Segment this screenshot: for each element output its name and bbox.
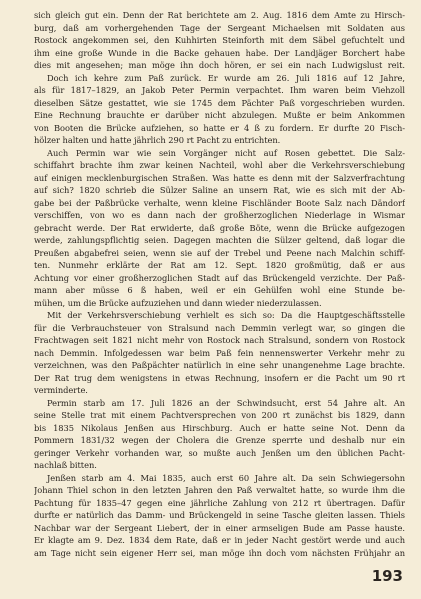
text-line: werde, zahlungspflichtig seien. Dagegen machten die Sülzer geltend, daß logar die [34,235,405,245]
text-line: burg, daß am vorhergehenden Tage der Sergeant Michaelsen mit Soldaten aus [34,22,405,33]
text-line: Rostock angekommen sei, den Kuhhirten Steinforth mit dem Säbel gefuchtelt und [34,35,405,45]
text-line: seine Stelle trat mit einem Pachtversprechen von 200 rt zunächst bis 1829, dann [34,410,405,420]
text-line: Preußen abgabefrei seien, wenn sie auf der Trebel und Peene nach Malchin schiff- [34,247,405,258]
text-line: hölzer halten und hatte jährlich 290 rt Pacht zu entrichten. [34,135,281,145]
text-line: mühen, um die Brücke aufzuziehen und dann wieder niederzulassen. [34,297,322,308]
text-line: bis 1835 Nikolaus Jenßen aus Hirschburg. Auch er hatte seine Not. Denn da [34,422,405,433]
text-line: auf einigen mecklenburgischen Straßen. Was hatte es denn mit der Salzverfrachtung [34,172,405,183]
text-line: verschiffen, von wo es dann nach der großherzoglichen Niederlage in Wismar [34,210,405,220]
text-line: verzeichnen, was den Paßpächter natürlich in eine sehr unangenehme Lage brachte. [34,360,405,370]
text-line: Achtung vor einer großherzoglichen Stadt auf das Brückengeld verzichte. Der Paß- [34,272,405,283]
text-line: Nachbar war der Sergeant Liebert, der in einer armseligen Bude am Passe hauste. [34,522,405,533]
text-line: gabe bei der Paßbrücke verhalte, wenn kleine Fischländer Boote Salz nach Dändorf [34,197,405,208]
text-line: ihm eine große Wunde in die Backe gehauen habe. Der Landjäger Borchert habe [34,47,405,58]
text-line: sich gleich gut ein. Denn der Rat berichtete am 2. Aug. 1816 dem Amte zu Hirsch- [34,10,405,20]
text-line: als für 1817–1829, an Jakob Peter Permin verpachtet. Ihm waren beim Viehzoll [34,85,405,95]
text-line: Pommern 1831/32 wegen der Cholera die Grenze sperrte und deshalb nur ein [34,435,405,445]
text-line: gebracht werde. Der Rat erwiderte, daß große Böte, wenn die Brücke aufgezogen [34,222,405,233]
text-line: dieselben Sätze gestattet, wie sie 1745 dem Pächter Paß vorgeschrieben wurden. [34,97,405,108]
text-line: geringer Verkehr vorhanden war, so mußte auch Jenßen um den üblichen Pacht- [34,447,405,458]
text-line: Auch Permin war wie sein Vorgänger nicht auf Rosen gebettet. Die Salz- [47,147,405,158]
text-line: dies mit angesehen; man möge ihn doch hören, er sei ein nach Ludwigslust reit. [34,60,405,70]
text-line: Permin starb am 17. Juli 1826 an der Schwindsucht, erst 54 Jahre alt. An [47,397,405,408]
text-line: nach Demmin. Infolgedessen war beim Paß fein nennenswerter Verkehr mehr zu [34,347,405,358]
text-line: mann aber müsse 6 ß haben, weil er ein Gehülfen wohl eine Stunde be- [34,285,405,295]
text-line: Eine Rechnung brauchte er darüber nicht abzulegen. Mußte er beim Ankommen [34,110,405,120]
text-line: von Booten die Brücke aufziehen, so hatte er 4 ß zu fordern. Er durfte 20 Fisch- [34,122,405,133]
body-text [34,9,405,559]
text-line: Pachtung für 1835–47 gegen eine jährliche Zahlung von 212 rt übertragen. Dafür [34,497,405,508]
text-line: Er klagte am 9. Dez. 1834 dem Rate, daß er in jeder Nacht gestört werde und auch [34,535,405,545]
text-line: Der Rat trug dem wenigstens in etwas Rechnung, insofern er die Pacht um 90 rt [34,372,405,383]
text-line: verminderte. [34,385,88,395]
page-number: 193 [371,567,403,585]
text-line: für die Verbrauchsteuer von Stralsund nach Demmin verlegt war, so gingen die [34,322,405,333]
text-line: Frachtwagen seit 1821 nicht mehr von Rostock nach Stralsund, sondern von Rostock [34,335,405,345]
text-line: Jenßen starb am 4. Mai 1835, auch erst 60 Jahre alt. Da sein Schwiegersohn [47,472,405,483]
text-line: auf sich? 1820 schrieb die Sülzer Saline an unsern Rat, wie es sich mit der Ab- [34,185,405,195]
text-line: Doch ich kehre zum Paß zurück. Er wurde am 26. Juli 1816 auf 12 Jahre, [47,72,405,83]
text-line: Mit der Verkehrsverschiebung verhielt es sich so: Da die Hauptgeschäftsstelle [47,310,405,320]
text-line: am Tage nicht sein eigener Herr sei, man möge ihn doch vom nächsten Frühjahr an [34,547,405,558]
text-line: ten. Nunmehr erklärte der Rat am 12. Sept. 1820 großmütig, daß er aus [34,260,405,270]
text-line: durfte er natürlich das Damm- und Brückengeld in seine Tasche gleiten lassen. Thiels [34,510,405,520]
text-line: nachlaß bitten. [34,460,97,470]
text-line: Johann Thiel schon in den letzten Jahren den Paß verwaltet hatte, so wurde ihm die [34,485,405,495]
text-line: schiffahrt brachte ihm zwar keinen Nachteil, wohl aber die Verkehrsverschiebung [34,160,405,170]
